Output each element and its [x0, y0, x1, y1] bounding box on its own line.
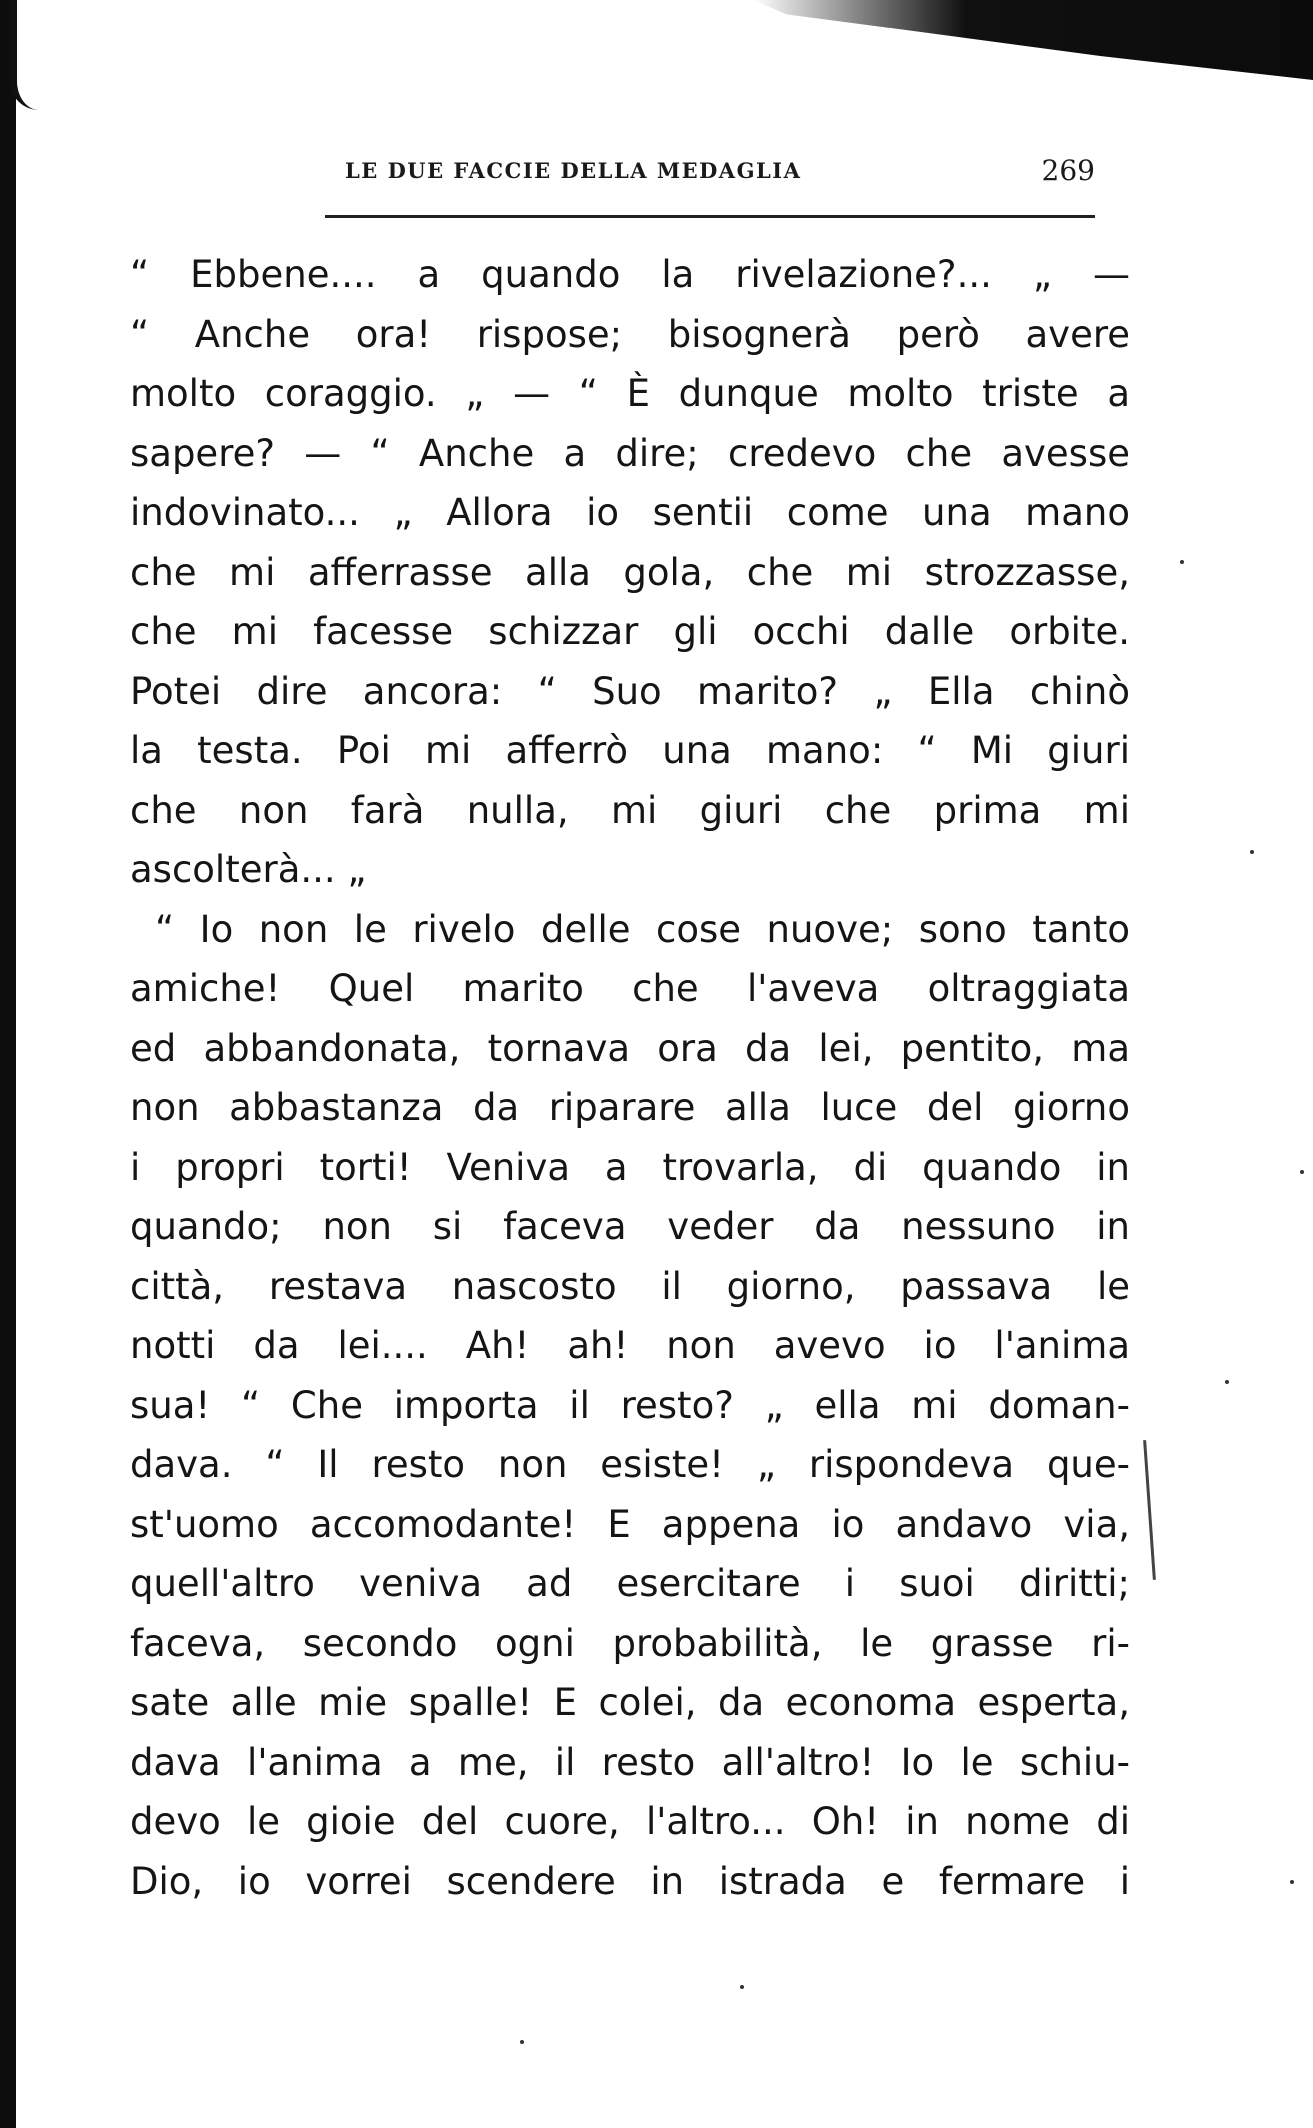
scan-speck	[1300, 1170, 1304, 1174]
text-line: molto coraggio. „ — “ È dunque molto triste a	[130, 372, 1130, 415]
page-header	[345, 154, 1095, 198]
text-line: non abbastanza da riparare alla luce del giorno	[130, 1086, 1130, 1129]
text-line: che mi afferrasse alla gola, che mi strozzasse,	[130, 550, 1130, 594]
body-text	[130, 245, 1130, 1911]
text-line: sua! “ Che importa il resto? „ ella mi doman-	[130, 1383, 1130, 1427]
text-line: Potei dire ancora: “ Suo marito? „ Ella chinò	[130, 669, 1130, 713]
scan-speck	[740, 1985, 744, 1989]
text-line: ascolterà... „	[130, 848, 367, 891]
running-head: LE DUE FACCIE DELLA MEDAGLIA	[345, 158, 802, 183]
binding-shadow	[0, 0, 16, 2128]
text-line: indovinato... „ Allora io sentii come una mano	[130, 491, 1130, 534]
text-line: i propri torti! Veniva a trovarla, di quando in	[130, 1145, 1130, 1189]
text-line: la testa. Poi mi afferrò una mano: “ Mi giuri	[130, 729, 1130, 772]
header-rule	[325, 215, 1095, 218]
scan-speck	[1180, 560, 1184, 564]
scan-speck	[520, 2040, 524, 2044]
text-line: amiche! Quel marito che l'aveva oltraggiata	[130, 967, 1130, 1010]
scan-corner-smudge	[753, 0, 1313, 80]
text-line: “ Anche ora! rispose; bisognerà però avere	[130, 312, 1130, 356]
text-line: dava l'anima a me, il resto all'altro! Io le schiu-	[130, 1740, 1130, 1784]
text-line: notti da lei.... Ah! ah! non avevo io l'anima	[130, 1324, 1130, 1367]
text-line: sate alle mie spalle! E colei, da economa esperta,	[130, 1681, 1130, 1724]
text-line: sapere? — “ Anche a dire; credevo che avesse	[130, 431, 1130, 475]
text-line: Dio, io vorrei scendere in istrada e fermare i	[130, 1859, 1130, 1903]
text-line: che non farà nulla, mi giuri che prima mi	[130, 788, 1130, 832]
text-line: “ Io non le rivelo delle cose nuove; sono tanto	[155, 907, 1130, 951]
text-line: ed abbandonata, tornava ora da lei, pentito, ma	[130, 1026, 1130, 1070]
text-line: devo le gioie del cuore, l'altro... Oh! in nome di	[130, 1800, 1130, 1843]
scan-speck	[1225, 1380, 1229, 1384]
text-line: “ Ebbene.... a quando la rivelazione?... „ —	[130, 253, 1130, 296]
text-line: dava. “ Il resto non esiste! „ rispondeva que-	[130, 1443, 1130, 1486]
text-line: quell'altro veniva ad esercitare i suoi diritti;	[130, 1562, 1130, 1605]
scan-speck	[1250, 850, 1254, 854]
binding-curl	[10, 0, 39, 110]
text-line: che mi facesse schizzar gli occhi dalle orbite.	[130, 610, 1130, 653]
text-line: faceva, secondo ogni probabilità, le grasse ri-	[130, 1621, 1130, 1665]
scan-mark	[1143, 1440, 1156, 1580]
text-line: st'uomo accomodante! E appena io andavo via,	[130, 1502, 1130, 1546]
page-number: 269	[1041, 154, 1095, 187]
scan-speck	[1290, 1880, 1294, 1884]
text-line: quando; non si faceva veder da nessuno in	[130, 1205, 1130, 1248]
text-line: città, restava nascosto il giorno, passava le	[130, 1264, 1130, 1308]
